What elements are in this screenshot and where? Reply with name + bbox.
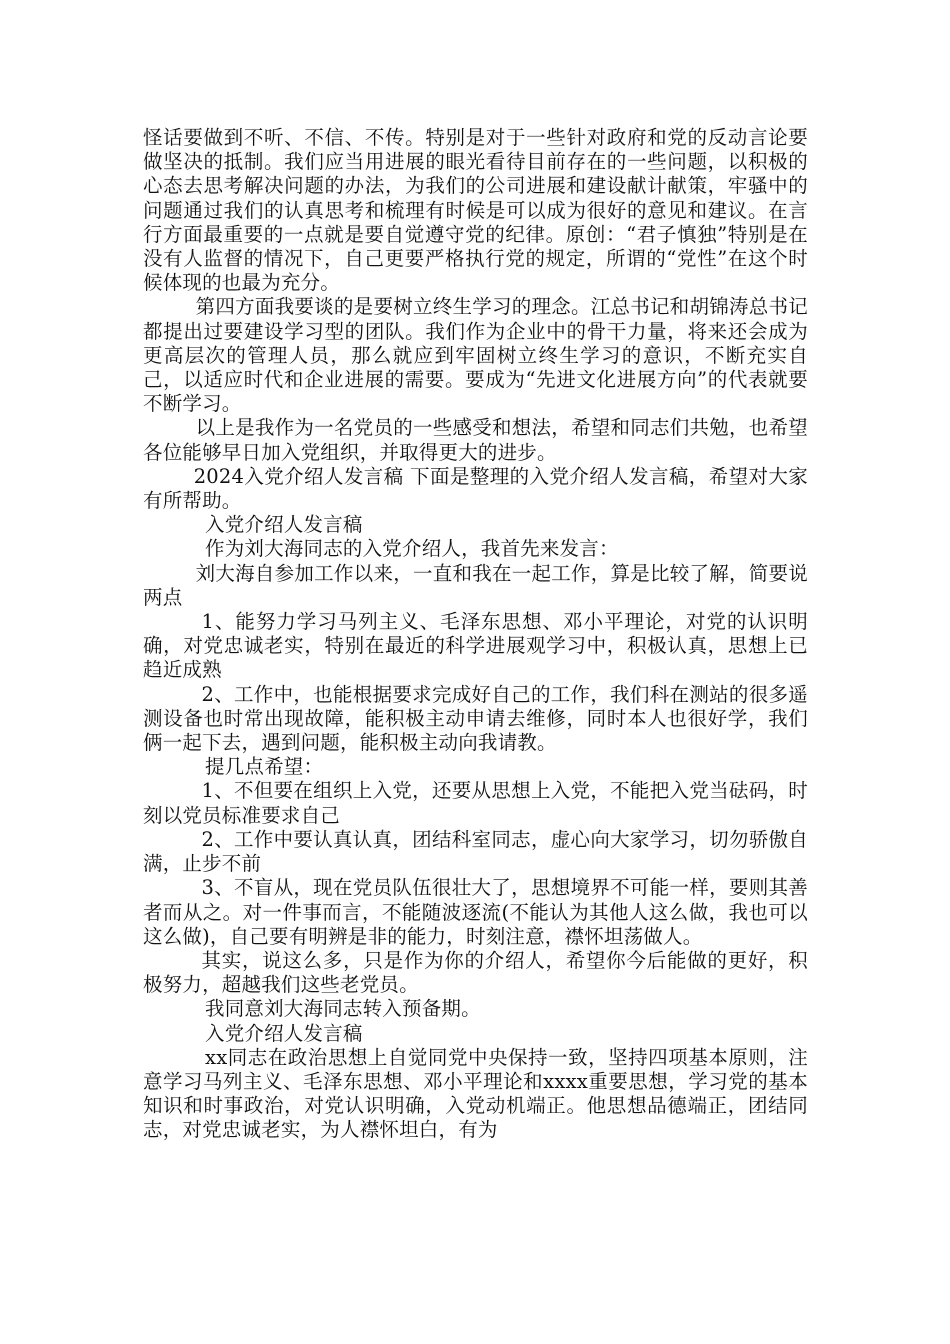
document-body bbox=[143, 126, 808, 1143]
paragraph-hope-2: 2、工作中要认真认真，团结科室同志，虚心向大家学习，切勿骄傲自满，止步不前 bbox=[143, 827, 808, 876]
paragraph-summary: 其实，说这么多，只是作为你的介绍人，希望你今后能做的更好，积极努力，超越我们这些老党员。 bbox=[143, 948, 808, 997]
paragraph-point-2: 2、工作中，也能根据要求完成好自己的工作，我们科在测站的很多遥测设备也时常出现故障，能积极主动申请去维修，同时本人也很好学，我们俩一起下去，遇到问题，能积极主动向我请教。 bbox=[143, 682, 808, 755]
paragraph-overview: 刘大海自参加工作以来，一直和我在一起工作，算是比较了解，简要说两点 bbox=[143, 561, 808, 609]
paragraph-xx-comrade: xx同志在政治思想上自觉同党中央保持一致，坚持四项基本原则，注意学习马列主义、毛泽东思想、邓小平理论和xxxx重要思想，学习党的基本知识和时事政治，对党认识明确，入党动机端正。他思想品德端正，团结同志，对党忠诚老实，为人襟怀坦白，有为 bbox=[143, 1045, 808, 1142]
section-heading-1: 入党介绍人发言稿 bbox=[205, 513, 363, 537]
paragraph-point-1: 1、能努力学习马列主义、毛泽东思想、邓小平理论，对党的认识明确，对党忠诚老实，特别在最近的科学进展观学习中，积极认真，思想上已趋近成熟 bbox=[143, 610, 808, 682]
paragraph-hope-1: 1、不但要在组织上入党，还要从思想上入党，不能把入党当砝码，时刻以党员标准要求自己 bbox=[143, 779, 808, 827]
paragraph-hope-3: 3、不盲从，现在党员队伍很壮大了，思想境界不可能一样，要则其善者而从之。对一件事而言，不能随波逐流(不能认为其他人这么做，我也可以这么做)，自己要有明辨是非的能力，时刻注意，襟怀坦荡做人。 bbox=[143, 876, 808, 948]
paragraph-approval: 我同意刘大海同志转入预备期。 bbox=[205, 997, 481, 1021]
paragraph-continuation: 怪话要做到不听、不信、不传。特别是对于一些针对政府和党的反动言论要做坚决的抵制。我们应当用进展的眼光看待目前存在的一些问题，以积极的心态去思考解决问题的办法，为我们的公司进展和建设献计献策，牢骚中的问题通过我们的认真思考和梳理有时候是可以成为很好的意见和建议。在言行方面最重要的一点就是要自觉遵守党的纪律。原创：“君子慎独”特别是在没有人监督的情况下，自己更要严格执行党的规定，所谓的“党性”在这个时候体现的也最为充分。 bbox=[143, 126, 808, 295]
paragraph-hopes-heading: 提几点希望： bbox=[205, 755, 324, 779]
paragraph-opening: 作为刘大海同志的入党介绍人，我首先来发言： bbox=[205, 537, 619, 561]
paragraph-closing-remarks: 以上是我作为一名党员的一些感受和想法，希望和同志们共勉，也希望各位能够早日加入党组织，并取得更大的进步。 bbox=[143, 416, 808, 464]
paragraph-lifelong-learning: 第四方面我要谈的是要树立终生学习的理念。江总书记和胡锦涛总书记都提出过要建设学习型的团队。我们作为企业中的骨干力量，将来还会成为更高层次的管理人员，那么就应到牢固树立终生学习的意识，不断充实自己，以适应时代和企业进展的需要。要成为“先进文化进展方向”的代表就要不断学习。 bbox=[143, 295, 808, 416]
section-heading-2: 入党介绍人发言稿 bbox=[205, 1021, 363, 1045]
paragraph-intro-2024: 2024入党介绍人发言稿 下面是整理的入党介绍人发言稿，希望对大家有所帮助。 bbox=[143, 464, 808, 513]
